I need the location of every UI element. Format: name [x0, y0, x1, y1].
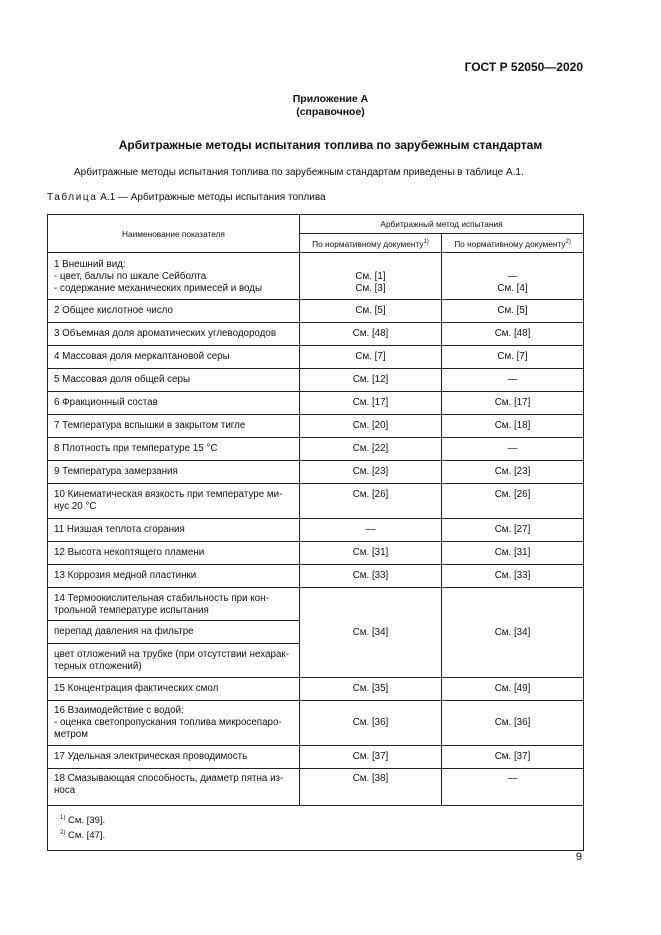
method-value: См. [17]	[300, 392, 442, 415]
table-caption-prefix: Таблица	[47, 192, 98, 203]
table-row	[48, 346, 584, 369]
method-value: См. [22]	[300, 438, 442, 461]
row-name: метром	[54, 729, 88, 740]
row-name: 2 Общее кислотное число	[48, 300, 300, 323]
row-name: 14 Термоокислительная стабильность при кон-	[54, 593, 269, 604]
table-row	[48, 300, 584, 323]
method-value: См. [35]	[300, 678, 442, 701]
table-row	[48, 415, 584, 438]
method-value: —	[442, 369, 584, 392]
row-name: 10 Кинематическая вязкость при температуре ми-	[54, 489, 283, 500]
row-name: трольной температуре испытания	[54, 605, 209, 616]
method-value: См. [4]	[497, 283, 528, 294]
row-name: нус 20 °С	[54, 501, 97, 512]
method-value: См. [36]	[442, 701, 584, 746]
row-name: 3 Объемная доля ароматических углеводородов	[48, 323, 300, 346]
method-value: См. [26]	[300, 484, 442, 519]
methods-table	[47, 214, 584, 851]
method-value: См. [5]	[300, 300, 442, 323]
annex-type: (справочное)	[296, 106, 365, 118]
row-subname: терных отложений)	[54, 661, 142, 672]
table-row	[48, 769, 584, 806]
page-number: 9	[575, 851, 582, 863]
method-value: —	[507, 271, 518, 282]
method-value: См. [26]	[442, 484, 584, 519]
row-name: 11 Низшая теплота сгорания	[48, 519, 300, 542]
annex-title: Приложение А	[292, 93, 369, 105]
row-name: носа	[54, 785, 76, 796]
method-value: См. [31]	[442, 542, 584, 565]
table-row	[48, 565, 584, 588]
annex-block	[0, 93, 661, 119]
method-value: —	[442, 438, 584, 461]
method-value: См. [12]	[300, 369, 442, 392]
table-caption-title: А.1 — Арбитражные методы испытания топлива	[97, 192, 326, 203]
row-name: 1 Внешний вид:	[54, 259, 126, 270]
table-row	[48, 461, 584, 484]
method-value: —	[300, 519, 442, 542]
method-value: См. [38]	[300, 769, 442, 806]
row-name: 7 Температура вспышки в закрытом тигле	[48, 415, 300, 438]
method-value: См. [37]	[300, 746, 442, 769]
table-caption	[47, 192, 326, 203]
method-value: См. [1]	[355, 271, 386, 282]
method-value: См. [17]	[442, 392, 584, 415]
row-name: 13 Коррозия медной пластинки	[48, 565, 300, 588]
method-value: См. [27]	[442, 519, 584, 542]
table-row	[48, 438, 584, 461]
footnotes-row	[48, 806, 584, 851]
table-row	[48, 484, 584, 519]
table-row	[48, 678, 584, 701]
row-name: - оценка светопропускания топлива микросепаро-	[54, 717, 282, 728]
method-value: См. [23]	[442, 461, 584, 484]
method-value: См. [34]	[300, 588, 442, 678]
row-name: 15 Концентрация фактических смол	[48, 678, 300, 701]
method-value: См. [23]	[300, 461, 442, 484]
method-value: См. [48]	[300, 323, 442, 346]
method-value: См. [49]	[442, 678, 584, 701]
row-name: 6 Фракционный состав	[48, 392, 300, 415]
method-value: См. [34]	[442, 588, 584, 678]
method-value: См. [3]	[355, 283, 386, 294]
row-name: 5 Массовая доля общей серы	[48, 369, 300, 392]
row-name: 4 Массовая доля меркаптановой серы	[48, 346, 300, 369]
table-row	[48, 588, 584, 621]
method-value: См. [33]	[300, 565, 442, 588]
table-row	[48, 392, 584, 415]
row-name: - цвет, баллы по шкале Сейболта	[54, 271, 207, 282]
method-value: См. [18]	[442, 415, 584, 438]
method-value: —	[442, 769, 584, 806]
table-row	[48, 701, 584, 746]
method-value: См. [48]	[442, 323, 584, 346]
row-name: 18 Смазывающая способность, диаметр пятна из-	[54, 773, 284, 784]
section-heading: Арбитражные методы испытания топлива по зарубежным стандартам	[118, 138, 543, 152]
footnote-2: $^{2)}$ См. [47].	[60, 830, 106, 841]
row-name: 9 Температура замерзания	[48, 461, 300, 484]
method-value: См. [37]	[442, 746, 584, 769]
standard-number: ГОСТ Р 52050—2020	[464, 60, 583, 74]
row-subname: перепад давления на фильтре	[48, 621, 300, 644]
method-value: См. [7]	[300, 346, 442, 369]
col-header-name: Наименование показателя	[48, 215, 300, 253]
row-name: - содержание механических примесей и воды	[54, 283, 263, 294]
method-value: См. [7]	[442, 346, 584, 369]
col-header-doc2: По нормативному документу$^{2)}$	[442, 234, 584, 253]
row-name: 8 Плотность при температуре 15 °С	[48, 438, 300, 461]
row-name: 17 Удельная электрическая проводимость	[48, 746, 300, 769]
table-row	[48, 746, 584, 769]
row-name: 12 Высота некоптящего пламени	[48, 542, 300, 565]
table-row	[48, 369, 584, 392]
table-row	[48, 323, 584, 346]
col-header-doc1: По нормативному документу$^{1)}$	[300, 234, 442, 253]
method-value: См. [20]	[300, 415, 442, 438]
method-value: См. [36]	[300, 701, 442, 746]
intro-paragraph: Арбитражные методы испытания топлива по зарубежным стандартам приведены в таблице А.1.	[74, 167, 524, 178]
method-value: См. [5]	[442, 300, 584, 323]
table-row	[48, 253, 584, 300]
footnote-1: $^{1)}$ См. [39].	[60, 815, 106, 826]
row-subname: цвет отложений на трубке (при отсутствии нехарак-	[54, 649, 289, 660]
table-row	[48, 519, 584, 542]
col-header-group: Арбитражный метод испытания	[300, 215, 584, 234]
row-name: 16 Взаимодействие с водой:	[54, 705, 184, 716]
table-row	[48, 542, 584, 565]
method-value: См. [31]	[300, 542, 442, 565]
method-value: См. [33]	[442, 565, 584, 588]
